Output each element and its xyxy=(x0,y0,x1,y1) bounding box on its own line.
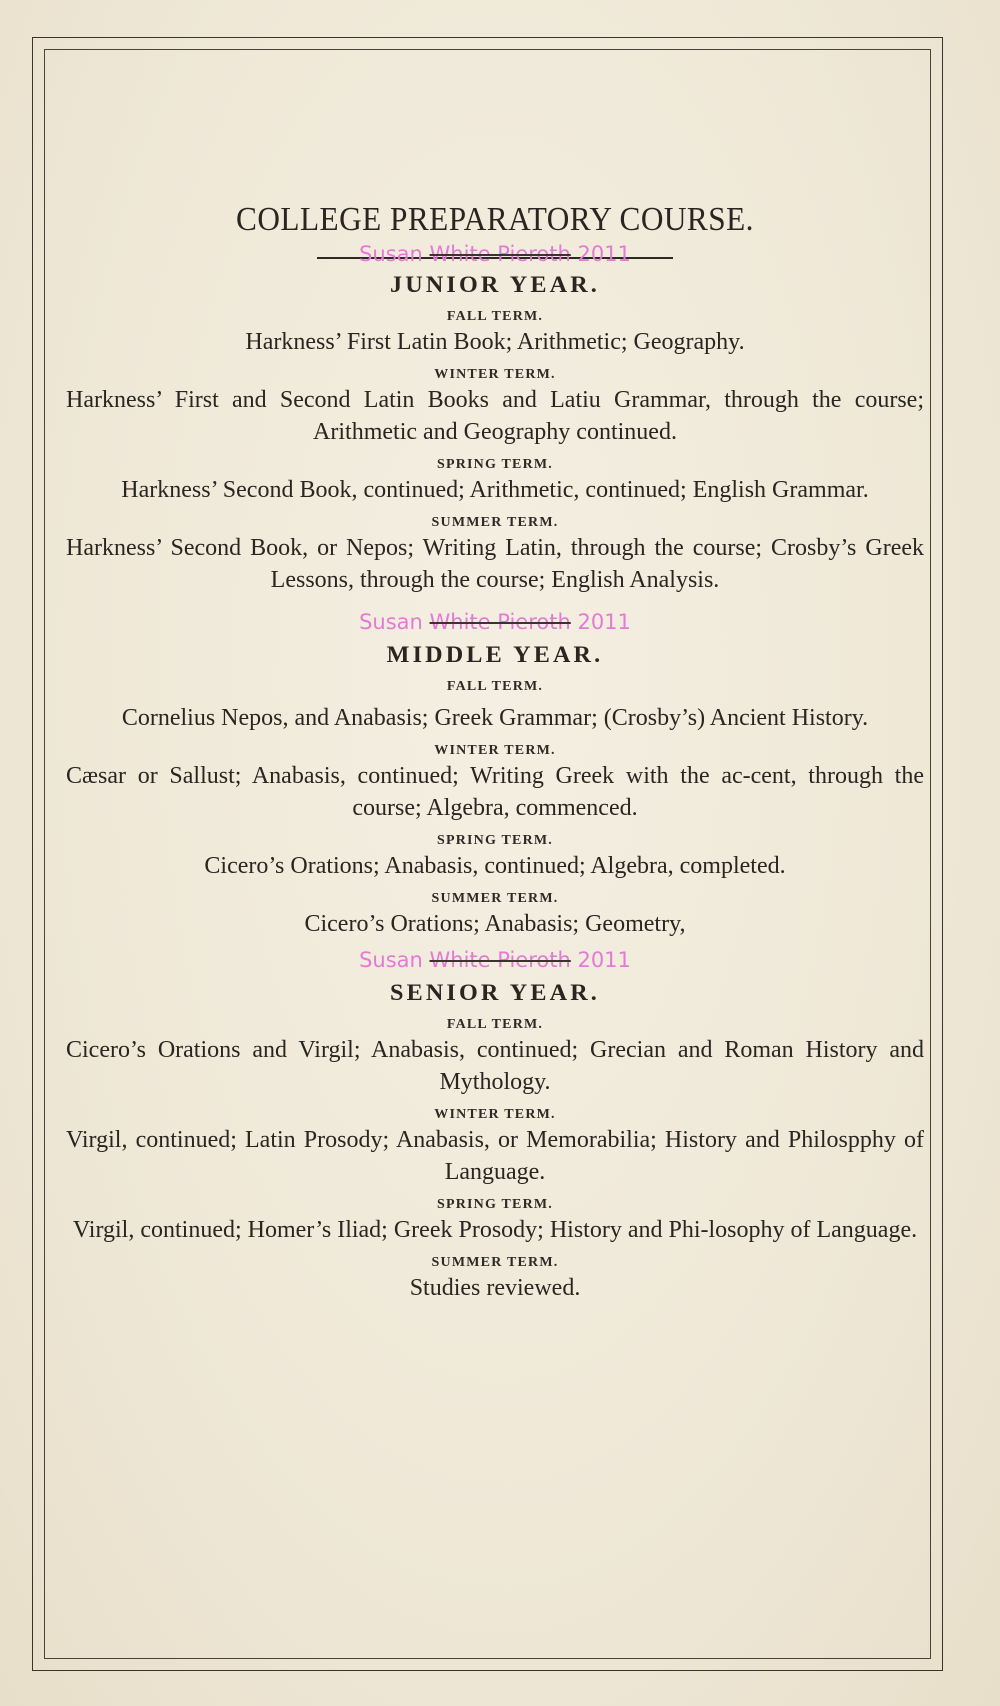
watermark-prefix: Susan xyxy=(359,948,430,972)
course-content xyxy=(62,198,928,1304)
watermark-struck: White Pieroth xyxy=(429,610,571,634)
term-studies: Harkness’ First Latin Book; Arithmetic; Geography. xyxy=(245,329,745,355)
term-studies: Harkness’ Second Book, continued; Arithmetic, continued; English Grammar. xyxy=(121,477,869,503)
term-studies: Studies reviewed. xyxy=(409,1275,581,1301)
term-label: FALL TERM. xyxy=(446,309,544,324)
watermark-suffix: 2011 xyxy=(570,242,631,266)
watermark-suffix: 2011 xyxy=(570,948,631,972)
term-label: WINTER TERM. xyxy=(434,367,556,382)
term-label: SPRING TERM. xyxy=(436,833,554,848)
term-studies: Cicero’s Orations and Virgil; Anabasis, continued; Grecian and Roman History and Mythology. xyxy=(66,1037,924,1095)
term-label: SUMMER TERM. xyxy=(431,515,559,530)
term-studies: Virgil, continued; Homer’s Iliad; Greek Prosody; History and Phi-losophy of Language. xyxy=(72,1217,918,1243)
term-studies: Cæsar or Sallust; Anabasis, continued; Writing Greek with the ac-cent, through the course; Algebra, commenced. xyxy=(66,763,924,821)
watermark-struck: White Pieroth xyxy=(429,948,571,972)
watermark-prefix: Susan xyxy=(359,242,430,266)
year-heading: SENIOR YEAR. xyxy=(389,980,600,1005)
term-studies: Harkness’ First and Second Latin Books and Latiu Grammar, through the course; Arithmetic and Geography continued. xyxy=(66,387,924,445)
watermark-prefix: Susan xyxy=(359,610,430,634)
watermark-struck: White Pieroth xyxy=(429,242,571,266)
year-junior xyxy=(62,270,928,596)
year-middle xyxy=(62,640,928,940)
watermark-senior xyxy=(62,948,928,974)
term-studies: Cicero’s Orations; Anabasis; Geometry, xyxy=(304,911,686,937)
watermark-middle xyxy=(62,610,928,636)
watermark-suffix: 2011 xyxy=(570,610,631,634)
page-title: COLLEGE PREPARATORY COURSE. xyxy=(236,201,754,238)
term-studies: Virgil, continued; Latin Prosody; Anabasis, or Memorabilia; History and Philospphy of Language. xyxy=(66,1127,924,1185)
title-rule xyxy=(317,242,673,266)
term-label: SUMMER TERM. xyxy=(431,891,559,906)
term-studies: Harkness’ Second Book, or Nepos; Writing Latin, through the course; Crosby’s Greek Lessons, through the course; English Analysis. xyxy=(66,535,924,593)
term-label: FALL TERM. xyxy=(446,679,544,694)
term-label: WINTER TERM. xyxy=(434,1107,556,1122)
term-label: SUMMER TERM. xyxy=(431,1255,559,1270)
term-studies: Cicero’s Orations; Anabasis, continued; Algebra, completed. xyxy=(204,853,786,879)
year-heading: MIDDLE YEAR. xyxy=(386,642,604,667)
term-studies: Cornelius Nepos, and Anabasis; Greek Grammar; (Crosby’s) Ancient History. xyxy=(121,705,869,731)
year-heading: JUNIOR YEAR. xyxy=(390,272,600,297)
year-senior xyxy=(62,978,928,1304)
watermark-top xyxy=(317,242,673,266)
term-label: SPRING TERM. xyxy=(436,457,554,472)
term-label: FALL TERM. xyxy=(446,1017,544,1032)
term-label: WINTER TERM. xyxy=(434,743,556,758)
term-label: SPRING TERM. xyxy=(436,1197,554,1212)
